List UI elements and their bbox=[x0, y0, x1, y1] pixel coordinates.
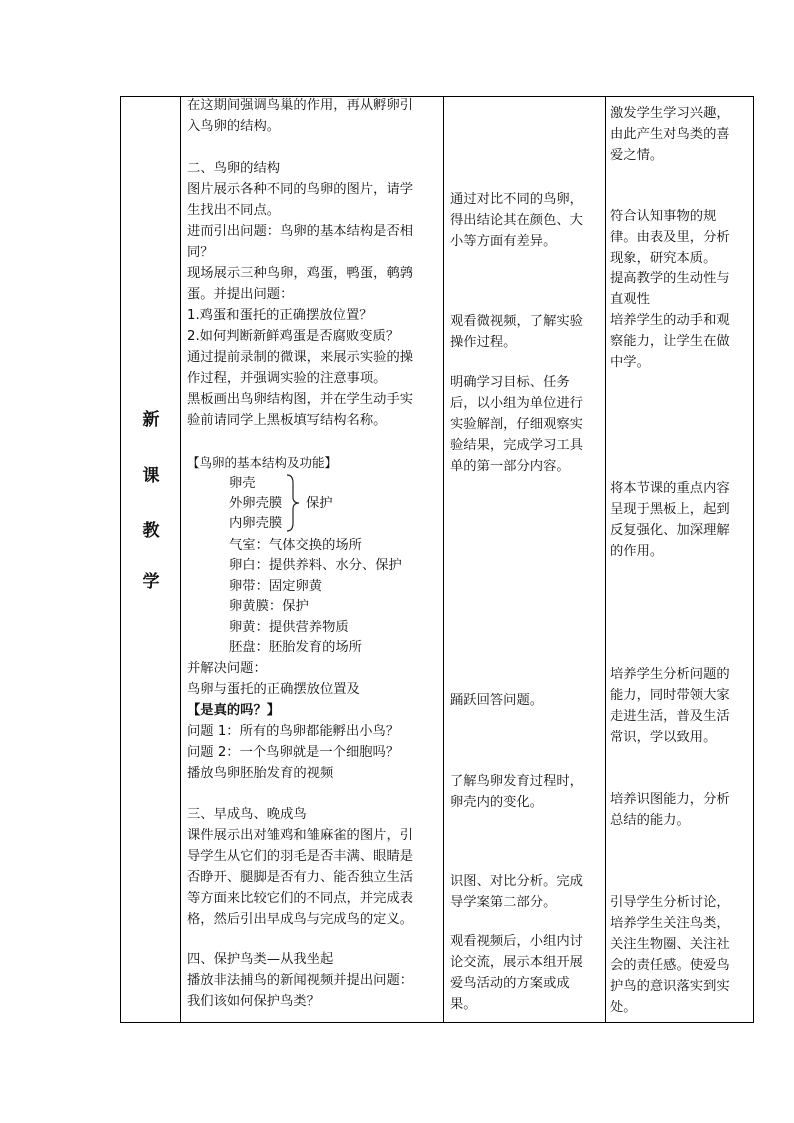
text-line: 培养学生关注鸟类， bbox=[610, 916, 730, 931]
stage-label-cell bbox=[121, 97, 181, 1022]
text-line: 培养识图能力，分析 bbox=[610, 792, 730, 807]
text-line: 观看微视频，了解实验 bbox=[450, 314, 583, 329]
structure-item: 胚盘：胚胎发育的场所 bbox=[229, 640, 362, 655]
text-line: 格，然后引出早成鸟与完成鸟的定义。 bbox=[187, 912, 414, 927]
text-line: 图片展示各种不同的鸟卵的图片，请学 bbox=[187, 182, 414, 197]
structure-item: 内卵壳膜 bbox=[229, 516, 283, 531]
text-line: 课件展示出对雏鸡和雏麻雀的图片，引 bbox=[187, 828, 414, 843]
text-line: 验结果，完成学习工具 bbox=[450, 438, 583, 453]
text-line: 符合认知事物的规 bbox=[610, 209, 717, 224]
text-line: 总结的能力。 bbox=[610, 813, 690, 828]
stage-char: 新 bbox=[142, 410, 160, 430]
structure-item: 卵黄：提供营养物质 bbox=[229, 620, 349, 635]
text-line: 爱鸟活动的方案或成 bbox=[450, 976, 570, 991]
text-line: 处。 bbox=[610, 1000, 637, 1015]
text-line: 导学案第二部分。 bbox=[450, 895, 557, 910]
text-line: 等方面来比较它们的不同点，并完成表 bbox=[187, 891, 414, 906]
text-line: 关注生物圈、关注社 bbox=[610, 937, 730, 952]
text-line: 将本节课的重点内容 bbox=[610, 481, 730, 496]
text-line: 入鸟卵的结构。 bbox=[187, 119, 281, 134]
board-title: 【鸟卵的基本结构及功能】 bbox=[187, 455, 338, 470]
text-line: 走进生活，普及生活 bbox=[610, 709, 730, 724]
text-line: 护鸟的意识落实到实 bbox=[610, 979, 730, 994]
stage-char: 教 bbox=[142, 521, 160, 541]
structure-item: 气室：气体交换的场所 bbox=[229, 538, 362, 553]
text-line: 直观性 bbox=[610, 292, 650, 307]
text-line: 播放鸟卵胚胎发育的视频 bbox=[187, 766, 334, 781]
text-line: 黑板画出鸟卵结构图，并在学生动手实 bbox=[187, 392, 414, 407]
text-line: 蛋。并提出问题： bbox=[187, 287, 294, 302]
column-divider bbox=[605, 97, 606, 1022]
text-line: 得出结论其在颜色、大 bbox=[450, 213, 583, 228]
structure-item: 卵黄膜：保护 bbox=[229, 599, 309, 614]
text-line: 通过对比不同的鸟卵， bbox=[450, 192, 583, 207]
text-line: 后，以小组为单位进行 bbox=[450, 396, 583, 411]
text-line: 常识，学以致用。 bbox=[610, 730, 717, 745]
text-line: 进而引出问题：鸟卵的基本结构是否相 bbox=[187, 224, 414, 239]
text-line: 现象，研究本质。 bbox=[610, 251, 717, 266]
text-line: 会的责任感。使爱鸟 bbox=[610, 958, 730, 973]
text-line: 论交流，展示本组开展 bbox=[450, 955, 583, 970]
text-line: 播放非法捕鸟的新闻视频并提出问题： bbox=[187, 973, 414, 988]
text-line: 反复强化、加深理解 bbox=[610, 523, 730, 538]
text-line: 操作过程。 bbox=[450, 335, 517, 350]
structure-item: 卵壳 bbox=[229, 476, 256, 491]
stage-char: 课 bbox=[142, 466, 160, 486]
text-line: 小等方面有差异。 bbox=[450, 234, 557, 249]
text-line: 由此产生对鸟类的喜 bbox=[610, 127, 730, 142]
text-line: 观看视频后，小组内讨 bbox=[450, 934, 583, 949]
text-line: 单的第一部分内容。 bbox=[450, 459, 570, 474]
text-line: 激发学生学习兴趣， bbox=[610, 106, 730, 121]
structure-item: 外卵壳膜 bbox=[229, 496, 283, 511]
text-line: 1.鸡蛋和蛋托的正确摆放位置？ bbox=[187, 308, 373, 323]
text-line: 培养学生分析问题的 bbox=[610, 667, 730, 682]
text-line: 生找出不同点。 bbox=[187, 203, 281, 218]
text-line: 提高教学的生动性与 bbox=[610, 271, 730, 286]
text-line: 引导学生分析讨论， bbox=[610, 895, 730, 910]
text-line: 的作用。 bbox=[610, 544, 664, 559]
text-line: 培养学生的动手和观 bbox=[610, 313, 730, 328]
text-line: 验前请同学上黑板填写结构名称。 bbox=[187, 413, 387, 428]
section-heading: 四、保护鸟类—从我坐起 bbox=[187, 952, 334, 967]
text-line: 同？ bbox=[187, 245, 214, 260]
text-line: 作过程，并强调实验的注意事项。 bbox=[187, 371, 387, 386]
structure-function: 保护 bbox=[306, 496, 333, 511]
text-line: 果。 bbox=[450, 997, 477, 1012]
column-divider bbox=[443, 97, 444, 1022]
text-line: 在这期间强调鸟巢的作用，再从孵卵引 bbox=[187, 98, 414, 113]
structure-item: 卵带：固定卵黄 bbox=[229, 579, 323, 594]
text-line: 察能力，让学生在做 bbox=[610, 334, 730, 349]
text-line: 明确学习目标、任务 bbox=[450, 375, 570, 390]
text-line: 现场展示三种鸟卵，鸡蛋，鸭蛋，鹌鹑 bbox=[187, 266, 414, 281]
text-line: 呈现于黑板上，起到 bbox=[610, 502, 730, 517]
text-line: 踊跃回答问题。 bbox=[450, 693, 544, 708]
section-heading: 二、鸟卵的结构 bbox=[187, 161, 281, 176]
text-line: 我们该如何保护鸟类？ bbox=[187, 994, 320, 1009]
is-true-heading: 【是真的吗？】 bbox=[187, 703, 281, 718]
text-line: 中学。 bbox=[610, 355, 650, 370]
text-line: 实验解剖，仔细观察实 bbox=[450, 417, 583, 432]
text-line: 鸟卵与蛋托的正确摆放位置及 bbox=[187, 682, 360, 697]
question-line: 问题 2：一个鸟卵就是一个细胞吗？ bbox=[187, 745, 400, 760]
structure-item: 卵白：提供养料、水分、保护 bbox=[229, 558, 402, 573]
text-line: 识图、对比分析。完成 bbox=[450, 874, 583, 889]
text-line: 爱之情。 bbox=[610, 148, 664, 163]
text-line: 能力，同时带领大家 bbox=[610, 688, 730, 703]
text-line: 并解决问题： bbox=[187, 661, 267, 676]
text-line: 了解鸟卵发育过程时， bbox=[450, 774, 583, 789]
text-line: 通过提前录制的微课，来展示实验的操 bbox=[187, 350, 414, 365]
stage-char: 学 bbox=[142, 572, 160, 592]
text-line: 律。由表及里，分析 bbox=[610, 230, 730, 245]
text-line: 2.如何判断新鲜鸡蛋是否腐败变质？ bbox=[187, 329, 400, 344]
brace-icon bbox=[285, 473, 303, 533]
text-line: 卵壳内的变化。 bbox=[450, 795, 544, 810]
section-heading: 三、早成鸟、晚成鸟 bbox=[187, 807, 307, 822]
text-line: 否睁开、腿脚是否有力、能否独立生活 bbox=[187, 870, 414, 885]
question-line: 问题 1：所有的鸟卵都能孵出小鸟？ bbox=[187, 724, 400, 739]
text-line: 导学生从它们的羽毛是否丰满、眼睛是 bbox=[187, 849, 414, 864]
